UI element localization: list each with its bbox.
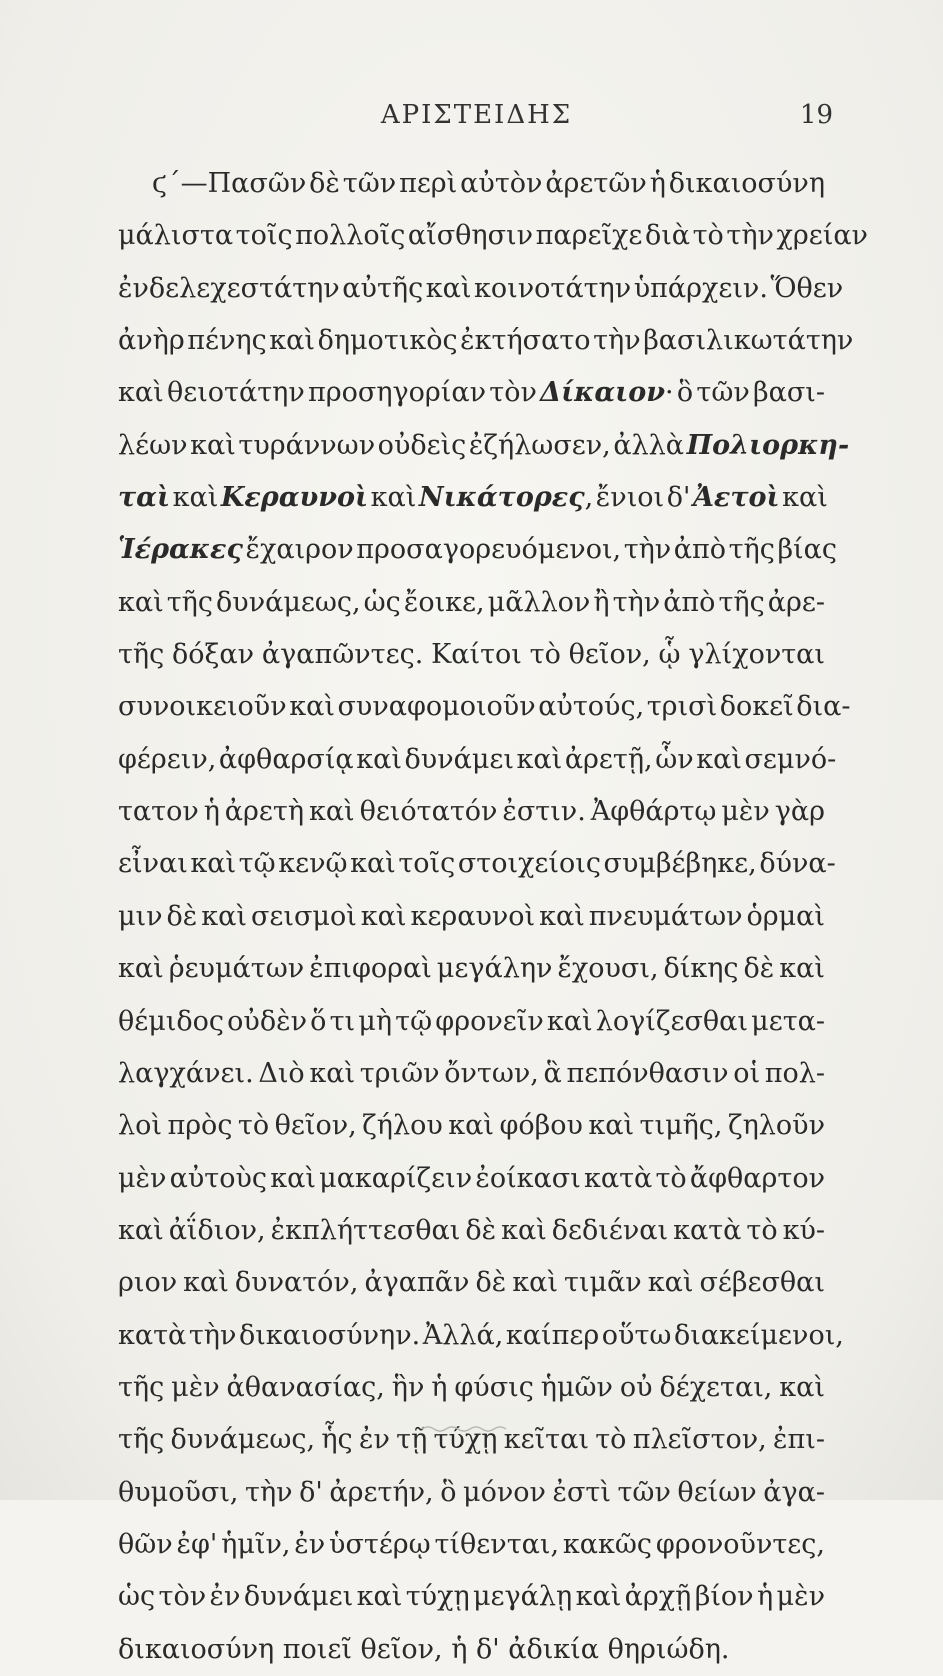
text-line bbox=[118, 158, 825, 210]
text-segment: συνοικειοῦν καὶ συναφομοιοῦν αὐτούς, τρισὶ δοκεῖ δια- bbox=[118, 691, 851, 723]
text-line bbox=[118, 1310, 844, 1362]
text-line bbox=[118, 315, 854, 367]
text-segment: καὶ bbox=[779, 482, 828, 514]
page-number: 19 bbox=[799, 100, 833, 130]
text-segment: λαγχάνει. Διὸ καὶ τριῶν ὄντων, ἃ πεπόνθασιν οἱ πολ- bbox=[118, 1057, 825, 1089]
text-segment: ἐνδελεχεστάτην αὐτῆς καὶ κοινοτάτην ὑπάρχειν. Ὅθεν bbox=[118, 272, 844, 304]
text-segment: ϛ΄—Πασῶν δὲ τῶν περὶ αὐτὸν ἀρετῶν ἡ δικαιοσύνη bbox=[152, 168, 825, 199]
text-segment: τατον ἡ ἀρετὴ καὶ θειότατόν ἐστιν. Ἀφθάρτῳ μὲν γὰρ bbox=[118, 796, 825, 828]
text-segment: δικαιοσύνη ποιεῖ θεῖον, ἡ δ' ἀδικία θηριώδη. bbox=[118, 1633, 730, 1665]
text-line bbox=[118, 891, 825, 943]
text-line bbox=[118, 1205, 825, 1257]
text-segment: καὶ τῆς δυνάμεως, ὡς ἔοικε, μᾶλλον ἢ τὴν ἀπὸ τῆς ἀρε- bbox=[118, 586, 825, 618]
text-line bbox=[118, 1048, 825, 1100]
text-line bbox=[118, 1467, 825, 1519]
text-line bbox=[118, 472, 828, 524]
emphasized-name: Ἱέρακες bbox=[118, 534, 243, 566]
ornamental-divider bbox=[420, 1424, 510, 1434]
emphasized-name: Ἀετοὶ bbox=[692, 482, 780, 514]
text-segment: εἶναι καὶ τῷ κενῷ καὶ τοῖς στοιχείοις συμβέβηκε, δύνα- bbox=[118, 848, 836, 880]
emphasized-name: Κεραυνοὶ bbox=[220, 482, 369, 514]
text-line-content bbox=[118, 524, 837, 576]
text-segment: μάλιστα τοῖς πολλοῖς αἴσθησιν παρεῖχε διὰ τὸ τὴν χρείαν bbox=[118, 220, 868, 252]
text-line bbox=[118, 681, 851, 733]
text-line bbox=[118, 1257, 825, 1309]
text-segment: καὶ bbox=[368, 482, 419, 514]
text-line-content bbox=[118, 472, 828, 524]
text-segment: τῆς δόξαν ἀγαπῶντες. Καίτοι τὸ θεῖον, ᾧ γλίχονται bbox=[118, 639, 825, 671]
text-segment: τῆς δυνάμεως, ἧς ἐν τῇ τύχῃ κεῖται τὸ πλεῖστον, ἐπι- bbox=[118, 1424, 825, 1456]
text-line bbox=[118, 629, 825, 681]
text-line bbox=[118, 786, 825, 838]
text-line bbox=[118, 263, 844, 315]
text-segment: τῆς μὲν ἀθανασίας, ἣν ἡ φύσις ἡμῶν οὐ δέχεται, καὶ bbox=[118, 1371, 825, 1403]
text-segment: φέρειν, ἀφθαρσίᾳ καὶ δυνάμει καὶ ἀρετῇ, ὧν καὶ σεμνό- bbox=[118, 743, 837, 775]
text-line bbox=[118, 1624, 825, 1676]
emphasized-name: ταὶ bbox=[118, 482, 171, 514]
text-segment: καὶ ἀΐδιον, ἐκπλήττεσθαι δὲ καὶ δεδιέναι κατὰ τὸ κύ- bbox=[118, 1214, 825, 1246]
text-segment: θέμιδος οὐδὲν ὅ τι μὴ τῷ φρονεῖν καὶ λογίζεσθαι μετα- bbox=[118, 1005, 825, 1037]
text-segment: λέων καὶ τυράννων οὐδεὶς ἐζήλωσεν, ἀλλὰ bbox=[118, 429, 687, 461]
text-line bbox=[118, 838, 836, 890]
text-line bbox=[118, 524, 837, 576]
emphasized-name: Δίκαιον bbox=[540, 377, 665, 409]
text-line bbox=[118, 1571, 825, 1623]
body-text bbox=[118, 158, 868, 1676]
text-segment: καὶ ῥευμάτων ἐπιφοραὶ μεγάλην ἔχουσι, δίκης δὲ καὶ bbox=[118, 953, 825, 985]
text-line-content bbox=[118, 420, 849, 472]
text-segment: λοὶ πρὸς τὸ θεῖον, ζήλου καὶ φόβου καὶ τιμῆς, ζηλοῦν bbox=[118, 1110, 825, 1142]
running-title: ΑΡΙΣΤΕΙΔΗΣ bbox=[380, 100, 573, 130]
text-line bbox=[118, 577, 825, 629]
text-line bbox=[118, 1519, 825, 1571]
text-line bbox=[118, 1153, 825, 1205]
emphasized-name: Πολιορκη- bbox=[686, 429, 850, 461]
text-segment: θυμοῦσι, τὴν δ' ἀρετήν, ὃ μόνον ἐστὶ τῶν θείων ἀγα- bbox=[118, 1476, 825, 1508]
text-segment: ὡς τὸν ἐν δυνάμει καὶ τύχῃ μεγάλῃ καὶ ἀρχῇ βίον ἡ μὲν bbox=[118, 1581, 825, 1613]
text-line bbox=[118, 1100, 825, 1152]
text-line bbox=[118, 1362, 825, 1414]
emphasized-name: Νικάτορες bbox=[418, 482, 585, 514]
text-segment: ἀνὴρ πένης καὶ δημοτικὸς ἐκτήσατο τὴν βασιλικωτάτην bbox=[118, 325, 854, 357]
text-segment: καὶ bbox=[170, 482, 221, 514]
text-line bbox=[118, 210, 868, 262]
text-segment: κατὰ τὴν δικαιοσύνην. Ἀλλά, καίπερ οὕτω διακείμενοι, bbox=[118, 1319, 844, 1351]
text-line bbox=[118, 734, 837, 786]
text-line bbox=[118, 943, 825, 995]
page-header bbox=[120, 100, 833, 140]
text-segment: θῶν ἐφ' ἡμῖν, ἐν ὑστέρῳ τίθενται, κακῶς φρονοῦντες, bbox=[118, 1528, 825, 1560]
text-line bbox=[118, 996, 825, 1048]
text-line bbox=[118, 420, 850, 472]
text-segment: μὲν αὐτοὺς καὶ μακαρίζειν ἐοίκασι κατὰ τὸ ἄφθαρτον bbox=[118, 1162, 825, 1194]
text-line-content bbox=[118, 367, 825, 419]
text-segment: μιν δὲ καὶ σεισμοὶ καὶ κεραυνοὶ καὶ πνευμάτων ὁρμαὶ bbox=[118, 900, 825, 932]
text-segment: , ἔνιοι δ' bbox=[584, 482, 693, 514]
text-segment: ριον καὶ δυνατόν, ἀγαπᾶν δὲ καὶ τιμᾶν καὶ σέβεσθαι bbox=[118, 1267, 825, 1299]
text-segment: · ὃ τῶν βασι- bbox=[665, 377, 826, 409]
text-line bbox=[118, 1414, 825, 1466]
text-line bbox=[118, 367, 825, 419]
text-segment: ἔχαιρον προσαγορευόμενοι, τὴν ἀπὸ τῆς βίας bbox=[242, 534, 837, 566]
text-segment: καὶ θειοτάτην προσηγορίαν τὸν bbox=[118, 377, 541, 409]
